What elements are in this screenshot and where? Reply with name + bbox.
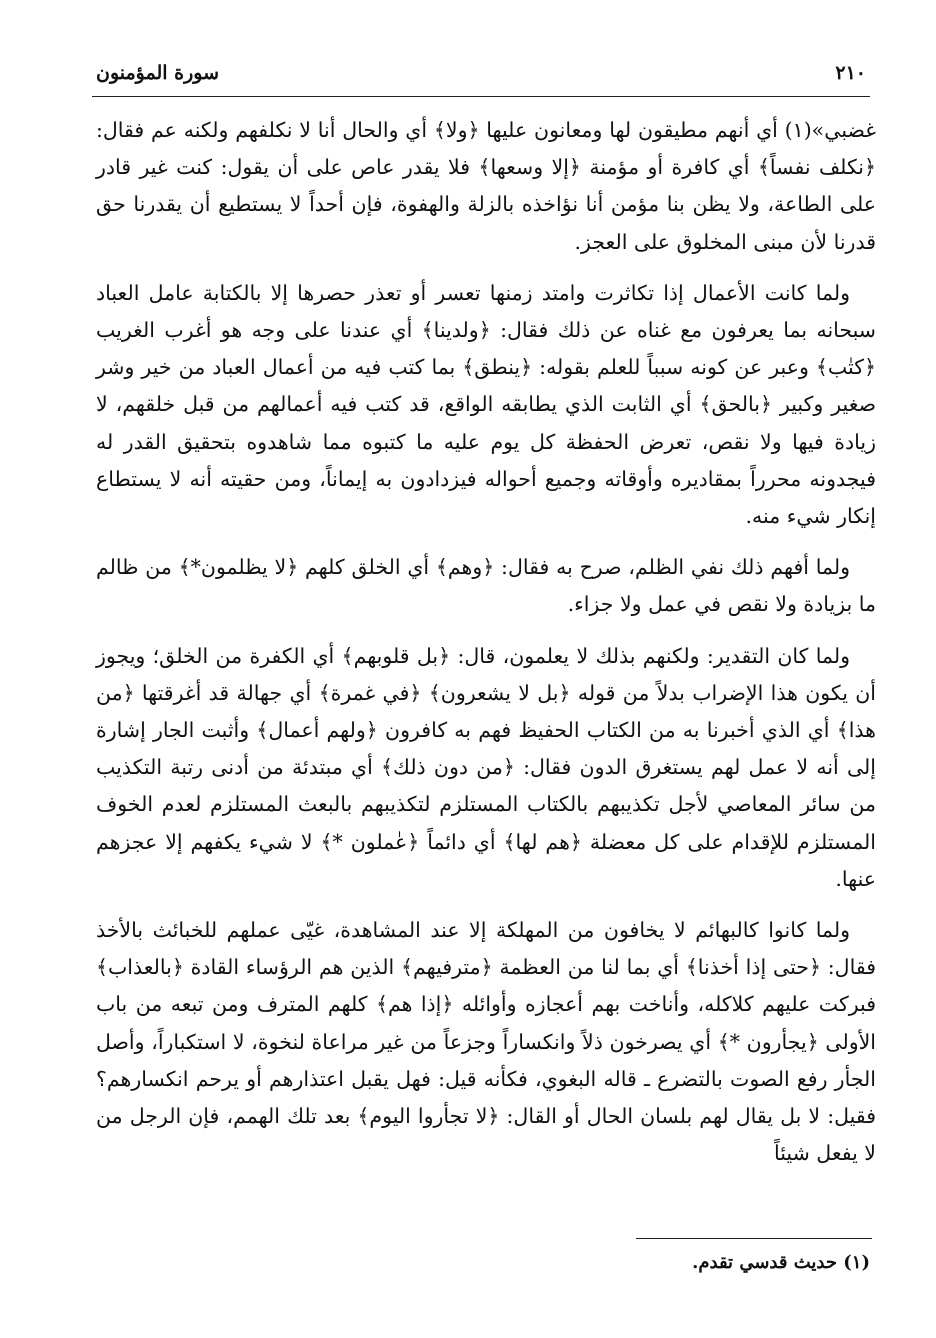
paragraph-text: غضبي»(١) أي أنهم مطيقون لها ومعانون عليها ﴿ولا﴾ أي والحال أنا لا نكلفهم ولكنه عم فقال: ﴿نكلف نفساً﴾ أي كافرة أو مؤمنة ﴿إلا وسعها﴾ فلا يقدر عاص على أن يقول: كنت غير قادر على الطاعة، ولا يظن بنا مؤمن أنا نؤاخذه بالزلة والهفوة، فإن أحداً لا يستطيع أن يقدرنا حق قدرنا لأن مبنى المخلوق على العجز. — [96, 118, 876, 254]
paragraph-text: ولما كان التقدير: ولكنهم بذلك لا يعلمون، قال: ﴿بل قلوبهم﴾ أي الكفرة من الخلق؛ ويجوز أن يكون هذا الإضراب بدلاً من قوله ﴿بل لا يشعرون﴾ ﴿في غمرة﴾ أي جهالة قد أغرقتها ﴿من هذا﴾ أي الذي أخبرنا به من الكتاب الحفيظ فهم به كافرون ﴿ولهم أعمال﴾ وأثبت الجار إشارة إلى أنه لا عمل لهم يستغرق الدون فقال: ﴿من دون ذلك﴾ أي مبتدئة من أدنى رتبة التكذيب من سائر المعاصي لأجل تكذيبهم بالكتاب المستلزم لتكذيبهم بالبعث المستلزم لعدم الخوف المستلزم للإقدام على كل معضلة ﴿هم لها﴾ أي دائماً ﴿عٰملون *﴾ لا شيء يكفهم إلا عجزهم عنها. — [96, 643, 876, 891]
page-body — [96, 112, 876, 1186]
running-title: سورة المؤمنون — [96, 62, 220, 84]
paragraph-text: ولما كانت الأعمال إذا تكاثرت وامتد زمنها تعسر أو تعذر حصرها إلا بالكتابة عامل العباد سبحانه بما يعرفون مع غناه عن ذلك فقال: ﴿ولدينا﴾ أي عندنا على وجه هو أغرب الغريب ﴿كتٰب﴾ وعبر عن كونه سبباً للعلم بقوله: ﴿ينطق﴾ بما كتب فيه من أعمال العباد من خير وشر صغير وكبير ﴿بالحق﴾ أي الثابت الذي يطابقه الواقع، قد كتب فيه أعمالهم من قبل خلقهم، لا زيادة فيها ولا نقص، تعرض الحفظة كل يوم عليه ما كتبوه مما شاهدوه بتحقيق القدر له فيجدونه محرراً بمقاديره وأوقاته وجميع أحواله فيزدادون به إيماناً، ومن حقيته أنه لا يستطاع إنكار شيء منه. — [96, 280, 876, 529]
footnote: (١) حديث قدسي تقدم. — [692, 1252, 870, 1273]
paragraph — [96, 275, 876, 535]
paragraph — [96, 638, 876, 898]
header-rule — [92, 96, 870, 97]
paragraph — [96, 549, 876, 623]
page-number: ٢١٠ — [835, 62, 866, 84]
paragraph-text: ولما كانوا كالبهائم لا يخافون من المهلكة إلا عند المشاهدة، غيّى عملهم للخبائث بالأخذ فقال: ﴿حتى إذا أخذنا﴾ أي بما لنا من العظمة ﴿مترفيهم﴾ الذين هم الرؤساء القادة ﴿بالعذاب﴾ فبركت عليهم كلاكله، وأناخت بهم أعجازه وأوائله ﴿إذا هم﴾ كلهم المترف ومن تبعه من باب الأولى ﴿يجأرون *﴾ أي يصرخون ذلاً وانكساراً وجزعاً من غير مراعاة لنخوة، لا استكباراً، وأصل الجأر رفع الصوت بالتضرع ـ قاله البغوي، فكأنه قيل: فهل يقبل اعتذارهم أو يرحم انكسارهم؟ فقيل: لا بل يقال لهم بلسان الحال أو القال: ﴿لا تجأروا اليوم﴾ بعد تلك الهمم، فإن الرجل من لا يفعل شيئاً — [96, 918, 876, 1166]
page-header — [92, 60, 872, 94]
paragraph — [96, 912, 876, 1172]
footnote-rule — [636, 1238, 872, 1239]
paragraph — [96, 112, 876, 261]
paragraph-text: ولما أفهم ذلك نفي الظلم، صرح به فقال: ﴿وهم﴾ أي الخلق كلهم ﴿لا يظلمون*﴾ من ظالم ما بزيادة ولا نقص في عمل ولا جزاء. — [96, 555, 876, 617]
